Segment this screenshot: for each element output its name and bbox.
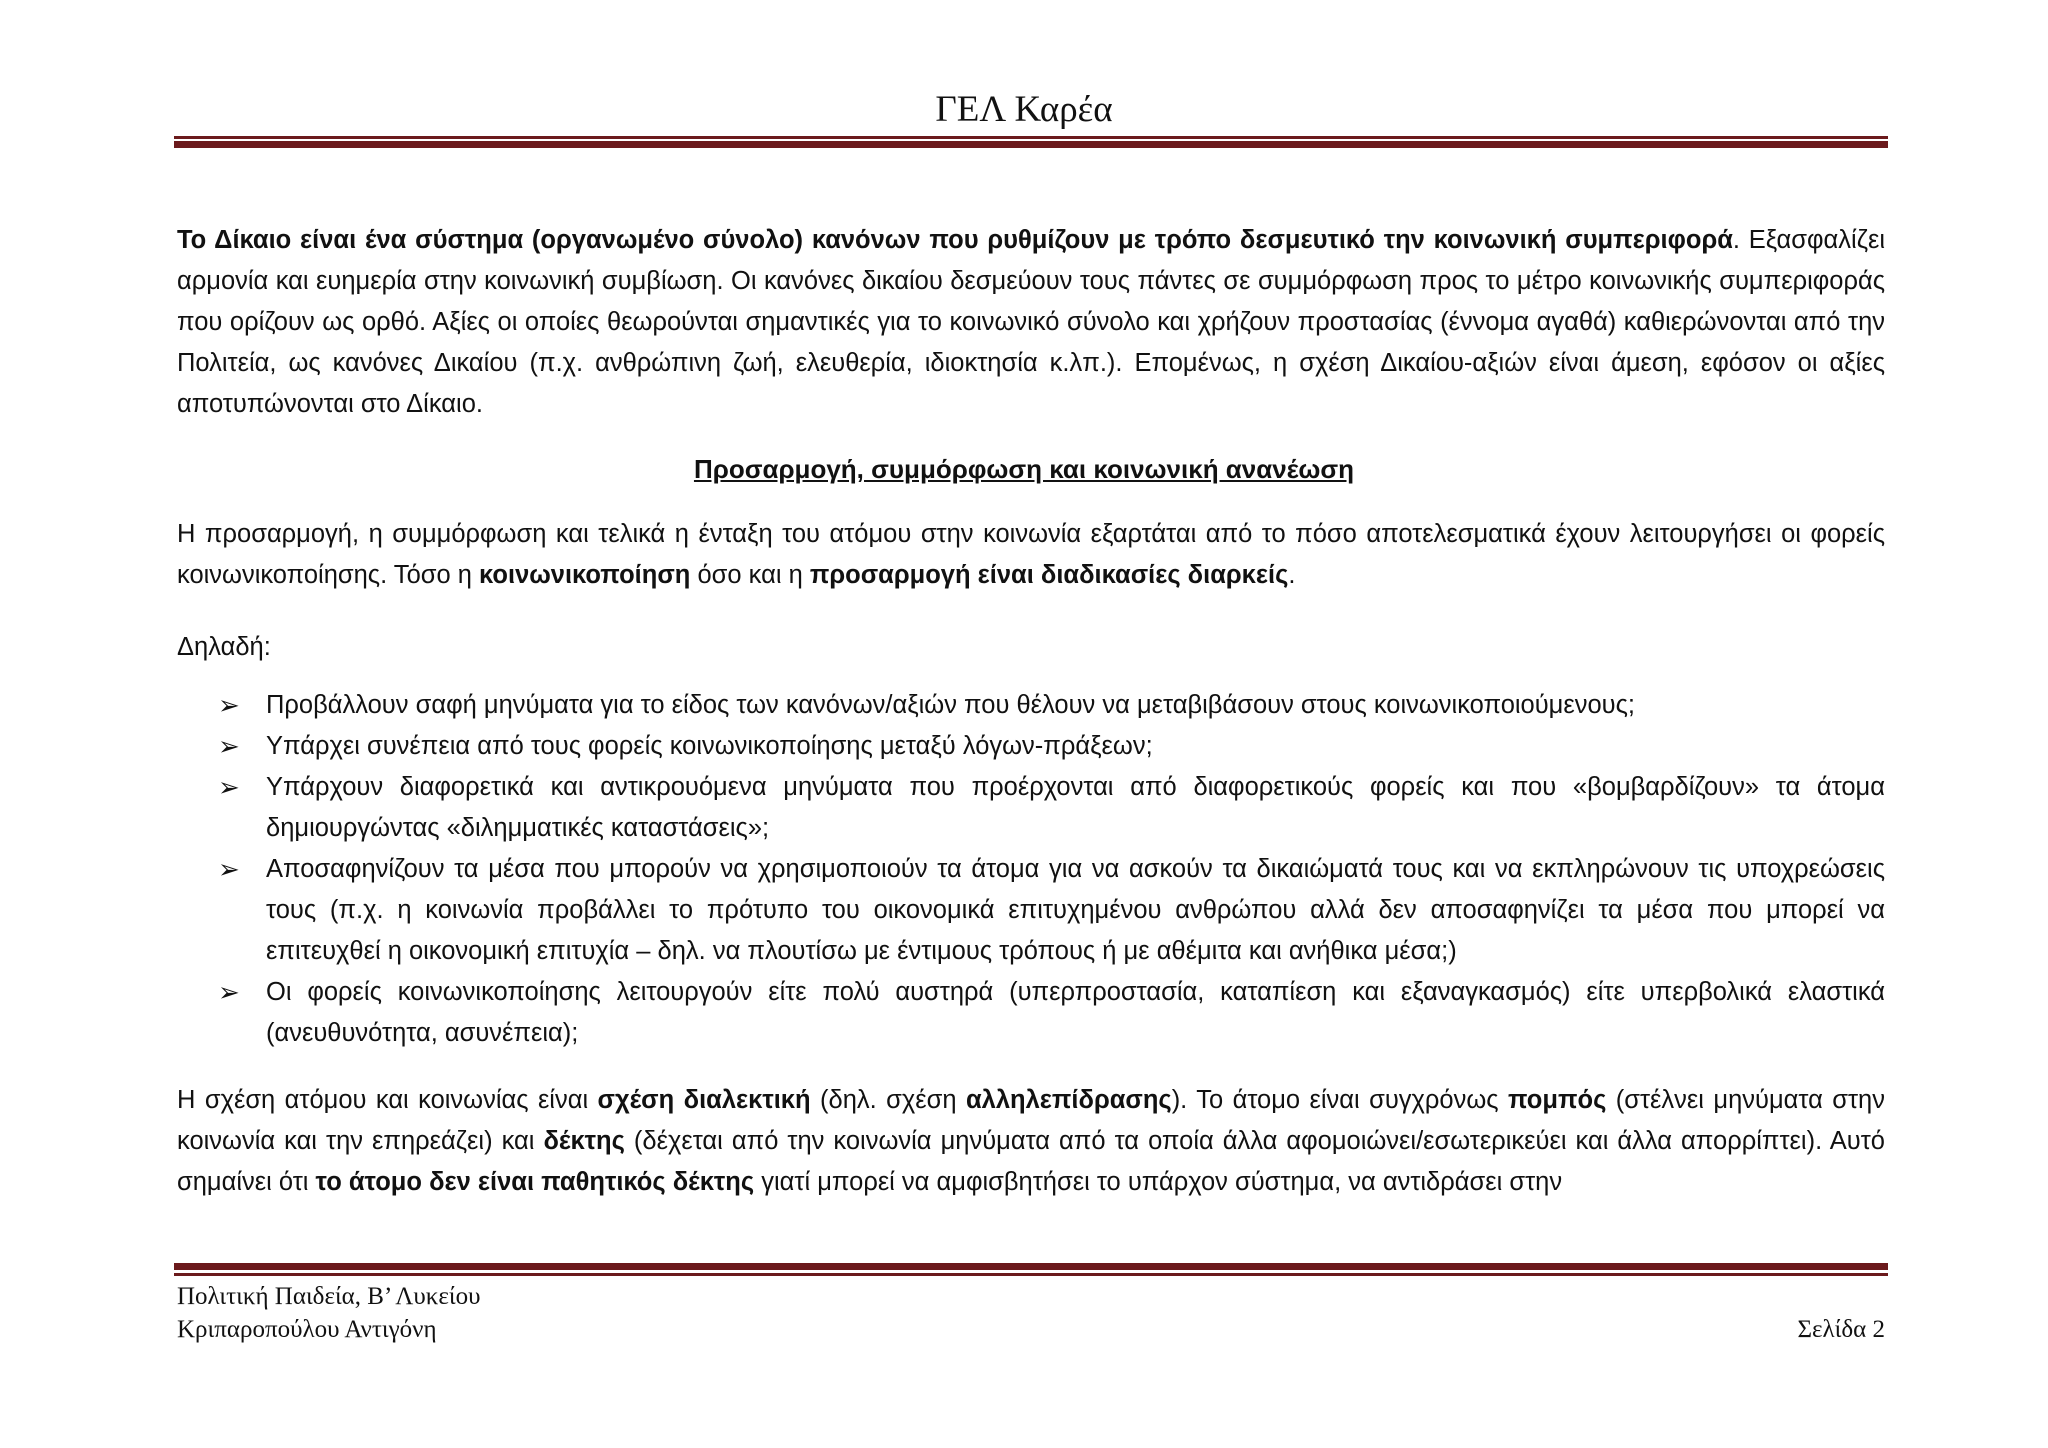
bullet-list [218, 685, 1885, 1054]
text-run: γιατί μπορεί να αμφισβητήσει το υπάρχον σύστημα, να αντιδράσει στην [754, 1168, 1563, 1196]
text-run: ). Το άτομο είναι συγχρόνως [1171, 1086, 1508, 1114]
list-item-text: Οι φορείς κοινωνικοποίησης λειτουργούν είτε πολύ αυστηρά (υπερπροστασία, καταπίεση και εξαναγκασμός) είτε υπερβολικά ελαστικά (ανευθυνότητα, ασυνέπεια); [266, 978, 1885, 1047]
text-run: Η προσαρμογή, η συμμόρφωση και τελικά η ένταξη του ατόμου στην κοινωνία εξαρτάται από το πόσο αποτελεσματικά έχουν λειτουργήσει οι φορείς κοινωνικοποίησης. Τόσο η [177, 520, 1885, 589]
footer-rule-top [174, 1263, 1888, 1270]
header-rule-bottom [174, 141, 1888, 148]
bold-run: κοινωνικοποίηση [479, 561, 691, 589]
text-run: Η σχέση ατόμου και κοινωνίας είναι [177, 1086, 598, 1114]
list-item [218, 685, 1885, 726]
list-item-text: Υπάρχουν διαφορετικά και αντικρουόμενα μηνύματα που προέρχονται από διαφορετικούς φορείς και που «βομβαρδίζουν» τα άτομα δημιουργώντας «διλημματικές καταστάσεις»; [266, 773, 1885, 842]
section-heading: Προσαρμογή, συμμόρφωση και κοινωνική ανανέωση [693, 454, 1355, 484]
footer-author: Κριπαροπούλου Αντιγόνη [177, 1316, 437, 1343]
text-run: όσο και η [690, 561, 810, 589]
footer-rule-bottom [174, 1273, 1888, 1276]
paragraph-individual-society [177, 1080, 1885, 1203]
list-item [218, 767, 1885, 849]
list-item-text: Υπάρχει συνέπεια από τους φορείς κοινωνικοποίησης μεταξύ λόγων-πράξεων; [266, 732, 1153, 760]
paragraph-namely [177, 627, 1885, 668]
arrow-bullet-icon: ➢ [218, 772, 240, 802]
page-number: Σελίδα 2 [1797, 1316, 1885, 1343]
bold-run: προσαρμογή είναι διαδικασίες διαρκείς [809, 561, 1289, 589]
paragraph-law-definition [177, 220, 1885, 425]
text-run: (δηλ. σχέση [810, 1086, 966, 1114]
list-item [218, 849, 1885, 972]
law-definition-bold: Το Δίκαιο είναι ένα σύστημα (οργανωμένο σύνολο) κανόνων που ρυθμίζουν με τρόπο δεσμευτικό την κοινωνική συμπεριφορά [177, 226, 1733, 254]
list-item-text: Προβάλλουν σαφή μηνύματα για το είδος των κανόνων/αξιών που θέλουν να μεταβιβάσουν στους κοινωνικοποιούμενους; [266, 691, 1635, 719]
bold-run: σχέση διαλεκτική [597, 1086, 811, 1114]
text-run: (στέλνει μηνύματα στην κοινωνία και την επηρεάζει) και [177, 1086, 1885, 1155]
text-run: . [1288, 561, 1296, 589]
header-rule-top [174, 136, 1888, 139]
footer-left [177, 1280, 481, 1346]
text-run: (δέχεται από την κοινωνία μηνύματα από τα οποία άλλα αφομοιώνει/εσωτερικεύει και άλλα απορρίπτει). Αυτό σημαίνει ότι [177, 1127, 1885, 1196]
bold-run: πομπός [1507, 1086, 1607, 1114]
list-item-text: Αποσαφηνίζουν τα μέσα που μπορούν να χρησιμοποιούν τα άτομα για να ασκούν τα δικαιώματά τους και να εκπληρώνουν τις υποχρεώσεις τους (π.χ. η κοινωνία προβάλλει το πρότυπο του οικονομικά επιτυχημένου ανθρώπου αλλά δεν αποσαφηνίζει τα μέσα που μπορεί να επιτευχθεί η οικονομική επιτυχία – δηλ. να πλουτίσω με έντιμους τρόπους ή με αθέμιτα και ανήθικα μέσα;) [266, 855, 1885, 965]
paragraph-adaptation [177, 514, 1885, 596]
list-item [218, 726, 1885, 767]
page-header-title: ΓΕΛ Καρέα [935, 89, 1113, 130]
bold-run: αλληλεπίδρασης [965, 1086, 1172, 1114]
namely-text: Δηλαδή: [177, 633, 271, 661]
list-item [218, 972, 1885, 1054]
arrow-bullet-icon: ➢ [218, 977, 240, 1007]
arrow-bullet-icon: ➢ [218, 690, 240, 720]
arrow-bullet-icon: ➢ [218, 854, 240, 884]
bold-run: το άτομο δεν είναι παθητικός δέκτης [315, 1168, 755, 1196]
footer-course: Πολιτική Παιδεία, Β’ Λυκείου [177, 1283, 481, 1310]
bold-run: δέκτης [543, 1127, 625, 1155]
arrow-bullet-icon: ➢ [218, 731, 240, 761]
law-definition-text: . Εξασφαλίζει αρμονία και ευημερία στην κοινωνική συμβίωση. Οι κανόνες δικαίου δεσμεύουν τους πάντες σε συμμόρφωση προς το μέτρο κοινωνικής συμπεριφοράς που ορίζουν ως ορθό. Αξίες οι οποίες θεωρούνται σημαντικές για το κοινωνικό σύνολο και χρήζουν προστασίας (έννομα αγαθά) καθιερώνονται από την Πολιτεία, ως κανόνες Δικαίου (π.χ. ανθρώπινη ζωή, ελευθερία, ιδιοκτησία κ.λπ.). Επομένως, η σχέση Δικαίου-αξιών είναι άμεση, εφόσον οι αξίες αποτυπώνονται στο Δίκαιο. [177, 226, 1885, 418]
